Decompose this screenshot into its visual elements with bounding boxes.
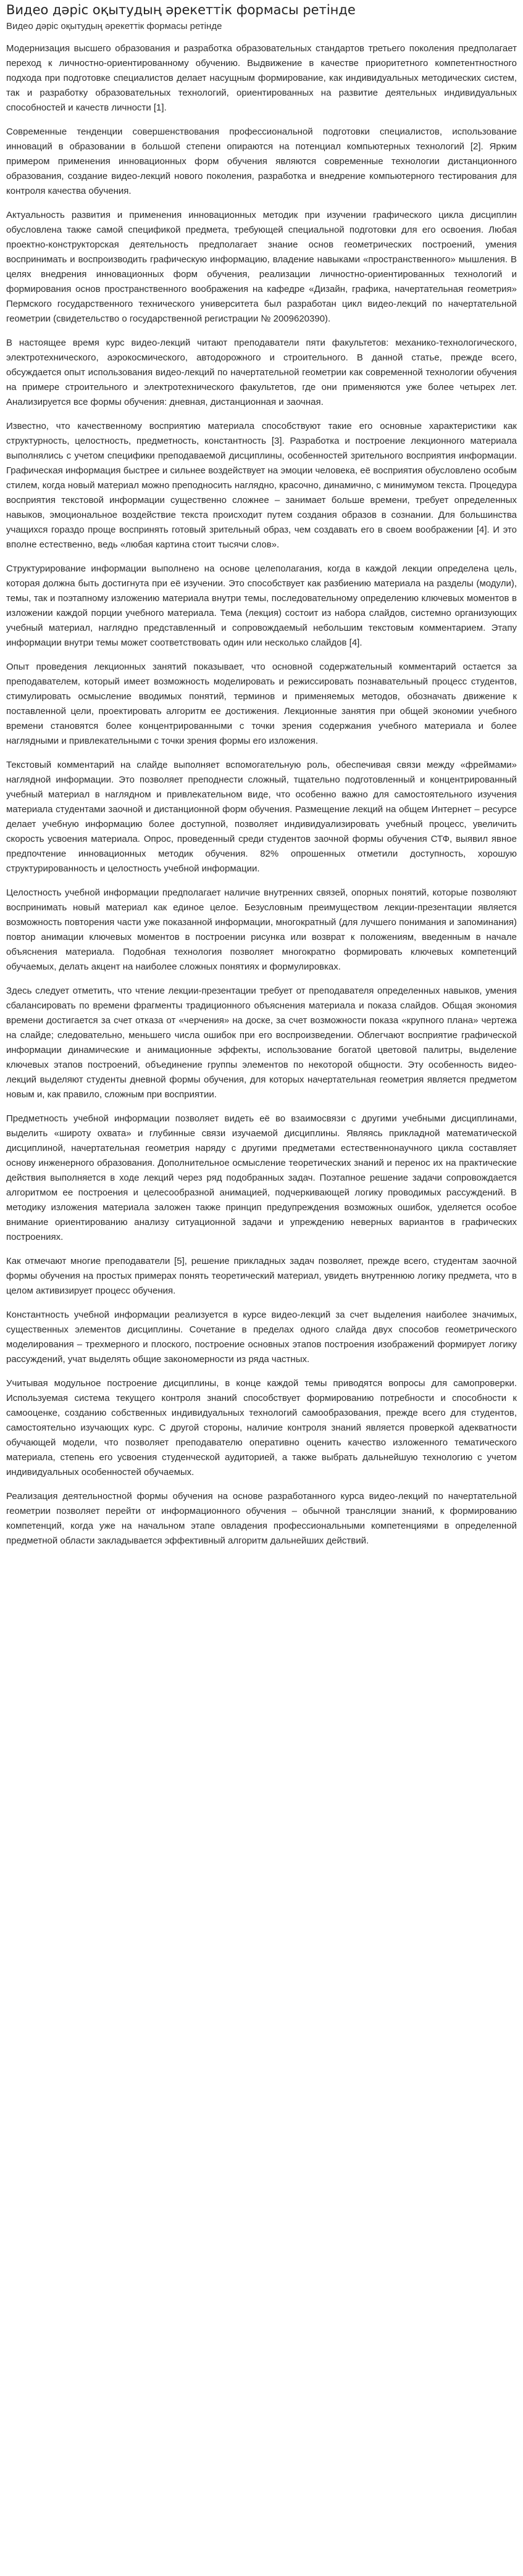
page-subtitle: Видео дәріс оқытудың әрекеттік формасы ретінде bbox=[6, 21, 222, 31]
paragraph: Модернизация высшего образования и разработка образовательных стандартов третьего поколения предполагает переход к личностно-ориентированному обучению. Выдвижение в качестве приоритетного компетентностного подхода при подготовке специалистов делает насущным формирование, как индивидуальных методических систем, так и разработку образовательных технологий, ориентированных на развитие деятельных индивидуальных способностей и качеств личности [1]. bbox=[6, 43, 517, 113]
paragraph: Известно, что качественному восприятию материала способствуют такие его основные характеристики как структурность, целостность, предметность, константность [3]. Разработка и построение лекционного материала выполнялись с учетом специфики преподаваемой дисциплины, особенностей зрительного восприятия информации. Графическая информация быстрее и сильнее воздействует на эмоции человека, её восприятия обусловлено особым стилем, когда новый материал можно преподносить наглядно, красочно, динамично, с минимумом текста. Процедура восприятия текстовой информации существенно сложнее – занимает больше времени, требует определенных навыков, эмоциональное воздействие текста происходит путем создания образов в сознании. Для большинства учащихся гораздо проще воспринять готовый зрительный образ, чем создавать его в своем воображении [4]. И это вполне естественно, ведь «любая картина стоит тысячи слов». bbox=[6, 421, 517, 550]
paragraph: Предметность учебной информации позволяет видеть её во взаимосвязи с другими учебными дисциплинами, выделить «широту охвата» и глубинные связи изучаемой дисциплины. Являясь прикладной математической дисциплиной, начертательная геометрия наряду с другими предметами естественнонаучного цикла составляет основу инженерного образования. Дополнительное осмысление теоретических знаний и перенос их на практические действия выполняется в ходе лекций через ряд подобранных задач. Поэтапное решение задачи сопровождается алгоритмом ее построения и целесообразной анимацией, подчеркивающей логику проводимых рассуждений. В методику изложения материала заложен также принцип предупреждения возможных ошибок, уделяется особое внимание ориентированию анализу ситуационной задачи и упреждению неверных вариантов в графических построениях. bbox=[6, 1113, 517, 1242]
paragraph: Структурирование информации выполнено на основе целеполагания, когда в каждой лекции определена цель, которая должна быть достигнута при её изучении. Это способствует как разбиению материала на разделы (модули), темы, так и поэтапному изложению материала внутри темы, последовательному определению ключевых моментов в изложении каждой порции учебного материала. Тема (лекция) состоит из набора слайдов, системно организующих учебный материал, наглядно представленный и сопровождаемый небольшим текстовым комментарием. Этапу информации внутри темы может соответствовать один или несколько слайдов [4]. bbox=[6, 563, 517, 648]
paragraph: Как отмечают многие преподаватели [5], решение прикладных задач позволяет, прежде всего, студентам заочной формы обучения на простых примерах понять теоретический материал, увидеть внутреннюю логику предмета, что в целом активизирует процесс обучения. bbox=[6, 1256, 517, 1296]
paragraph: Здесь следует отметить, что чтение лекции-презентации требует от преподавателя определенных навыков, умения сбалансировать по времени фрагменты традиционного объяснения материала и показа слайдов. Общая экономия времени достигается за счет отказа от «черчения» на доске, за счет возможности показа «крупного плана» чертежа на слайде; следовательно, меньшего числа ошибок при его воспроизведении. Облегчают восприятие графической информации динамические и анимационные эффекты, использование богатой цветовой палитры, выделение ключевых этапов построений, объединение группы элементов по некоторой общности. Эту особенность видео-лекций выделяют студенты дневной формы обучения, для которых начертательная геометрия является предметом новым и, как правило, сложным при восприятии. bbox=[6, 986, 517, 1100]
paragraph: В настоящее время курс видео-лекций читают преподаватели пяти факультетов: механико-технологического, электротехнического, аэрокосмического, автодорожного и строительного. В данной статье, прежде всего, обсуждается опыт использования видео-лекций по начертательной геометрии как современной технологии обучения на примере строительного и электротехнического факультетов, где они применяются уже более четырех лет. Анализируется все формы обучения: дневная, дистанционная и заочная. bbox=[6, 338, 517, 407]
paragraph: Константность учебной информации реализуется в курсе видео-лекций за счет выделения наиболее значимых, существенных элементов дисциплины. Сочетание в пределах одного слайда двух способов геометрического моделирования – трехмерного и плоского, построение основных этапов построения изображений формирует логику рассуждений, учат выделять общие закономерности из ряда частных. bbox=[6, 1310, 517, 1365]
paragraph: Учитывая модульное построение дисциплины, в конце каждой темы приводятся вопросы для самопроверки. Используемая система текущего контроля знаний способствует формированию потребности и способности к самооценке, созданию собственных индивидуальных технологий самообразования, прежде всего для студентов, самостоятельно изучающих курс. С другой стороны, наличие контроля знаний является проверкой адекватности обучающей модели, что позволяет преподавателю оперативно оценить качество изложенного тематического материала, степень его усвоения студенческой аудиторией, а также выбрать дальнейшую технологию с учетом индивидуальных особенностей обучаемых. bbox=[6, 1378, 517, 1477]
paragraph: Актуальность развития и применения инновационных методик при изучении графического цикла дисциплин обусловлена также самой спецификой предмета, требующей специальной подготовки для его освоения. Любая проектно-конструкторская деятельность предполагает знание основ геометрических построений, умения воспринимать и воспроизводить графическую информацию, владение навыками «пространственного» мышления. В целях внедрения инновационных форм обучения, реализации личностно-ориентированных технологий и формирования основ пространственного воображения на кафедре «Дизайн, графика, начертательная геометрия» Пермского государственного технического университета был разработан цикл видео-лекций по начертательной геометрии (свидетельство о государственной регистрации № 2009620390). bbox=[6, 210, 517, 324]
paragraph: Реализация деятельностной формы обучения на основе разработанного курса видео-лекций по начертательной геометрии позволяет перейти от информационного обучения – обычной трансляции знаний, к формированию компетенций, когда уже на начальном этапе овладения профессиональными компетенциями в определенной предметной области закладывается эффективный алгоритм дальнейших действий. bbox=[6, 1491, 517, 1546]
paragraph: Текстовый комментарий на слайде выполняет вспомогательную роль, обеспечивая связи между «фреймами» наглядной информации. Это позволяет преподнести сложный, тщательно подготовленный и концентрированный учебный материал в наглядном и привлекательном виде, что особенно важно для самостоятельного изучения материала студентами заочной и дистанционной форм обучения. Размещение лекций на общем Интернет – ресурсе делает учебную информацию более доступной, позволяет индивидуализировать учебный процесс, увеличить скорость усвоения материала. Опрос, проведенный среди студентов заочной формы обучения СТФ, выявил явное предпочтение инновационных методик обучения. 82% опрошенных отметили доступность, хорошую структурированность и целостность учебной информации. bbox=[6, 760, 517, 874]
article-body bbox=[6, 41, 517, 1548]
paragraph: Целостность учебной информации предполагает наличие внутренних связей, опорных понятий, которые позволяют воспринимать новый материал как единое целое. Безусловным преимуществом лекции-презентации является возможность повторения части уже показанной информации, многократный (для лучшего понимания и запоминания) повтор анимации ключевых моментов в построении рисунка или возврат к положениям, введенным в начале объяснения материала. Подобная технология позволяет многократно формировать ключевых компетенций обучаемых, делать акцент на наиболее сложных понятиях и формулировках. bbox=[6, 887, 517, 972]
paragraph: Опыт проведения лекционных занятий показывает, что основной содержательный комментарий остается за преподавателем, который имеет возможность моделировать и режиссировать познавательный процесс студентов, стимулировать осмысление вводимых понятий, терминов и применяемых методов, обозначать движение к поставленной цели, проектировать алгоритм ее достижения. Лекционные занятия при общей экономии учебного времени становятся более концентрированными с точки зрения содержания учебного материала и более наглядными и привлекательными с точки зрения формы его изложения. bbox=[6, 662, 517, 746]
paragraph: Современные тенденции совершенствования профессиональной подготовки специалистов, использование инноваций в образовании в большой степени опираются на потенциал компьютерных технологий [2]. Ярким примером применения инновационных форм обучения являются современные технологии дистанционного образования, создание видео-лекций нового поколения, разработка и внедрение компьютерного тестирования для контроля качества обучения. bbox=[6, 127, 517, 196]
page-title: Видео дәріс оқытудың әрекеттік формасы ретінде bbox=[6, 2, 356, 17]
